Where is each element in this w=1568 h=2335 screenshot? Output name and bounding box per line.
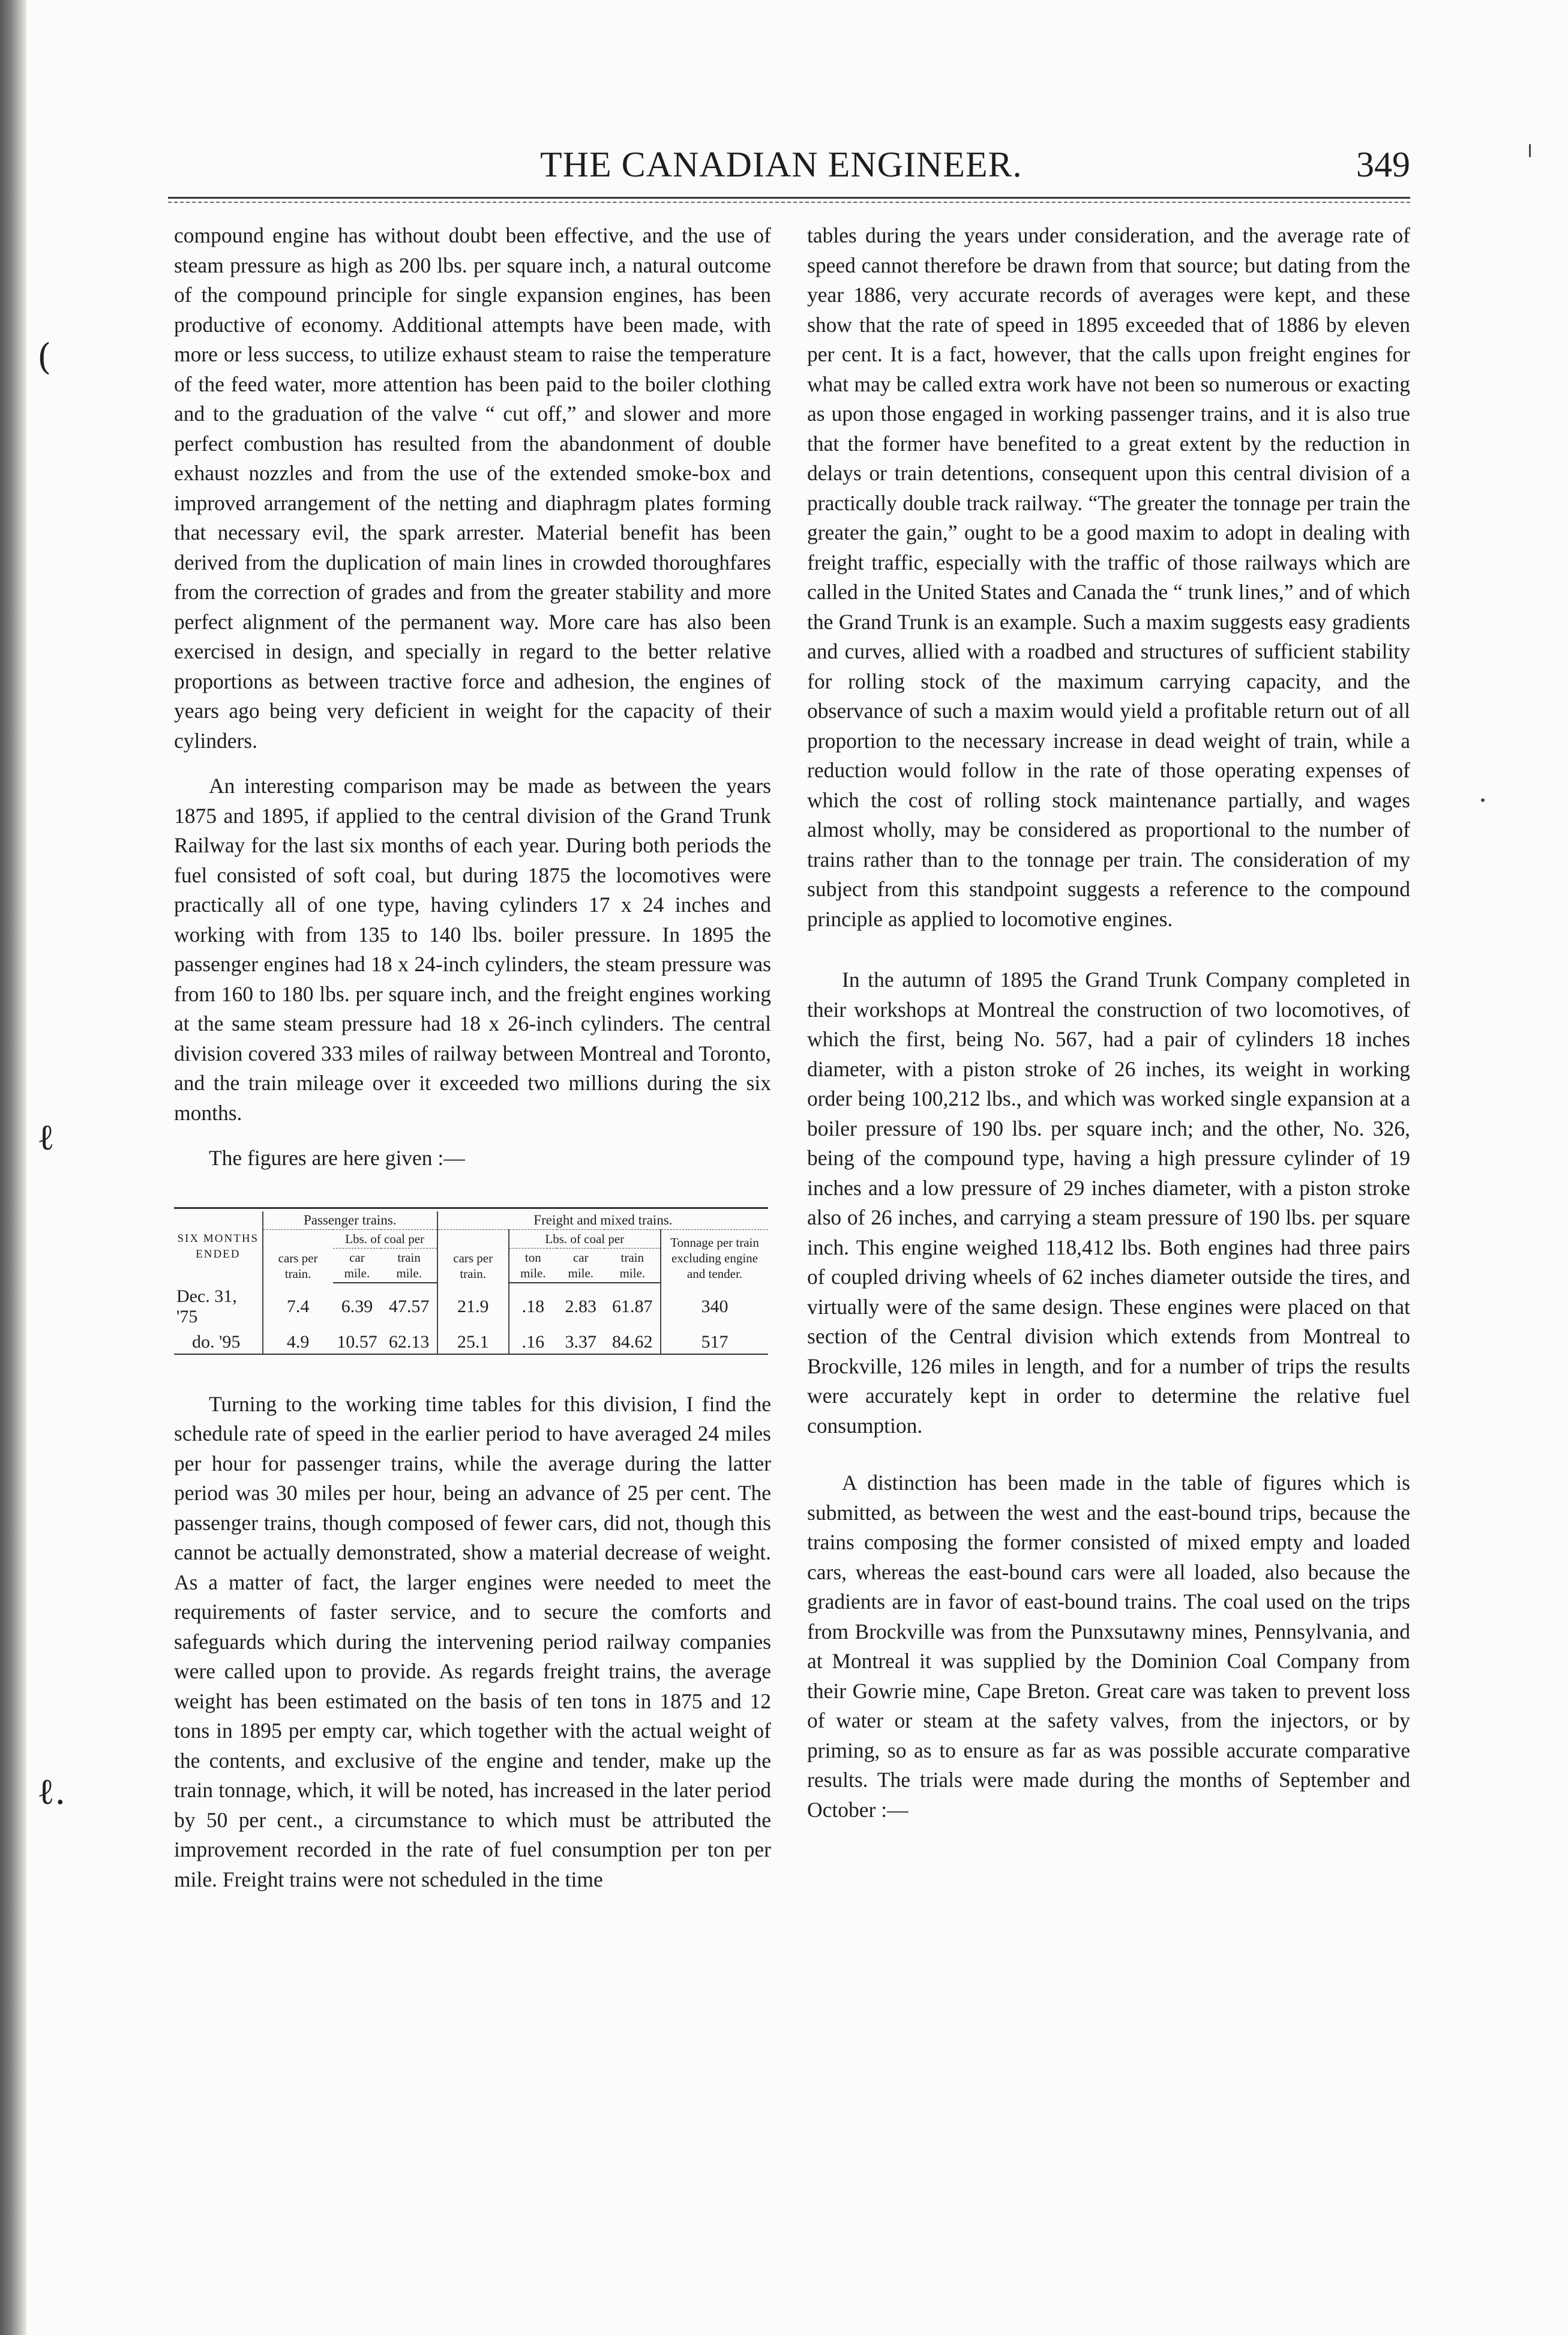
col-header-cars-per-train: cars per train. — [278, 1250, 318, 1281]
cell-freight-train-mile: 84.62 — [611, 1331, 653, 1352]
left-column — [174, 221, 771, 1894]
paragraph: tables during the years under consideration, and the average rate of speed cannot therefore be drawn from that source; but dating from the year 1886, very accurate records of averages were kept, and these show that the rate of speed in 1895 exceeded that of 1886 by eleven per cent. It is a fact, however, that the calls upon freight engines for what may be called extra work have not been so numerous or exacting as upon those engaged in working passenger trains, and it is also true that the former have benefited to a great extent by the reduction in delays or train detentions, consequent upon this central division of a practically double track railway. “The greater the tonnage per train the greater the gain,” ought to be a good maxim to adopt in dealing with freight traffic, especially with the traffic of those railways which are called in the United States and Canada the “ trunk lines,” and of which the Grand Trunk is an example. Such a maxim suggests easy gradients and curves, allied with a roadbed and structures of sufficient stability for rolling stock of the maximum carrying capacity, and the observance of such a maxim would yield a profitable return out of all proportion to the necessary increase in dead weight of train, while a reduction would follow in the rate of those operating expenses of which the cost of rolling stock maintenance partially, and wages almost wholly, may be considered as proportional to the number of trains rather than to the tonnage per train. The consideration of my subject from this standpoint suggests a reference to the compound principle as applied to locomotive engines. — [807, 223, 1410, 931]
group-header-freight: Freight and mixed trains. — [437, 1211, 768, 1230]
paragraph: In the autumn of 1895 the Grand Trunk Company completed in their workshops at Montreal the construction of two locomotives, of which the first, being No. 567, had a pair of cylinders 18 inches diameter, with a piston stroke of 26 inches, its weight in working order being 100,212 lbs., and which was worked single expansion at a boiler pressure of 190 lbs. per square inch; and the other, No. 326, being of the compound type, having a high pressure cylinder of 19 inches and a low pressure of 29 inches diameter, with a piston stroke also of 26 inches, and carrying a steam pressure of 190 lbs. per square inch. This engine weighed 118,412 lbs. Both engines had three pairs of coupled driving wheels of 62 inches diameter outside the tires, and virtually were of the same design. These engines were placed on that section of the Central division which extends from Montreal to Brockville, 126 miles in length, and for a number of trips the results were accurately kept in order to determine the relative fuel consumption. — [807, 968, 1410, 1438]
scan-binding-edge — [0, 0, 26, 2335]
cell-freight-cars: 25.1 — [457, 1331, 489, 1352]
margin-mark: ( — [37, 336, 52, 378]
col-header-period: SIX MONTHS ENDED — [174, 1211, 263, 1283]
data-table — [174, 1207, 768, 1358]
cell-passenger-car-mile: 10.57 — [337, 1331, 377, 1352]
cell-passenger-cars: 7.4 — [286, 1296, 310, 1316]
col-header-tonnage: Tonnage per train excluding engine and tender. — [661, 1229, 768, 1283]
cell-passenger-train-mile: 62.13 — [381, 1328, 437, 1354]
col-header-car-mile: car mile. — [333, 1248, 382, 1283]
cell-tonnage: 517 — [661, 1328, 768, 1354]
cell-passenger-car-mile: 6.39 — [341, 1297, 373, 1316]
scan-speck — [1481, 798, 1485, 802]
cell-freight-ton-mile: .16 — [509, 1328, 557, 1354]
col-header-car-mile-freight: car mile. — [557, 1248, 604, 1283]
page-number: 349 — [1356, 145, 1410, 184]
header-rule-dashed — [168, 202, 1410, 203]
right-column — [807, 221, 1410, 1825]
header-rule — [168, 197, 1410, 199]
cell-period: do. '95 — [174, 1328, 263, 1354]
group-header-passenger: Passenger trains. — [263, 1211, 437, 1230]
paragraph: compound engine has without doubt been effective, and the use of steam pressure as high as 200 lbs. per square inch, a natural outcome of the compound principle for single expansion engines, has been productive of economy. Additional attempts have been made, with more or less success, to utilize exhaust steam to raise the temperature of the feed water, more attention has been paid to the boiler clothing and to the graduation of the valve “ cut off,” and slower and more perfect combustion has resulted from the abandonment of double exhaust nozzles and from the use of the extended smoke-box and improved arrangement of the netting and diaphragm plates forming that necessary evil, the spark arrester. Material benefit has been derived from the duplication of main lines in crowded thoroughfares from the correction of grades and from the greater stability and more perfect alignment of the permanent way. More care has also been exercised in design, and specially in regard to the better relative proportions as between tractive force and adhesion, the engines of years ago being very deficient in weight for the capacity of their cylinders. — [174, 223, 771, 753]
cell-period: Dec. 31, '75 — [174, 1283, 263, 1328]
subgroup-header-lbs-coal-freight: Lbs. of coal per — [509, 1229, 661, 1248]
col-header-cars-per-train-freight: cars per train. — [453, 1250, 493, 1281]
page-header — [168, 144, 1410, 192]
col-header-train-mile: train mile. — [381, 1248, 437, 1283]
paragraph: Turning to the working time tables for this division, I find the schedule rate of speed in the earlier period to have averaged 24 miles per hour for passenger trains, while the average during the latter period was 30 miles per hour, being an advance of 25 per cent. The passenger trains, though composed of fewer cars, did not, though this cannot be actually demonstrated, show a material decrease of weight. As a matter of fact, the larger engines were needed to meet the requirements of faster service, and to secure the comforts and safeguards which during the intervening period railway companies were called upon to provide. As regards freight trains, the average weight has been estimated on the basis of ten tons in 1875 and 12 tons in 1895 per empty car, which together with the actual weight of the contents, and exclusive of the engine and tender, make up the train tonnage, which, it will be noted, has increased in the later period by 50 per cent., a circumstance to which must be attributed the improvement recorded in the rate of fuel consumption per ton per mile. Freight trains were not scheduled in the time — [174, 1391, 771, 1891]
paragraph: The figures are here given :— — [209, 1146, 465, 1170]
col-header-train-mile-freight: train mile. — [604, 1248, 661, 1283]
margin-mark: ℓ. — [37, 1771, 66, 1813]
cell-freight-car-mile: 2.83 — [565, 1297, 597, 1316]
cell-freight-car-mile: 3.37 — [565, 1331, 597, 1352]
cell-freight-ton-mile: .18 — [509, 1283, 557, 1328]
cell-passenger-train-mile: 47.57 — [381, 1283, 437, 1328]
margin-mark: ℓ — [37, 1116, 55, 1158]
subgroup-header-lbs-coal: Lbs. of coal per — [333, 1229, 437, 1248]
journal-title: THE CANADIAN ENGINEER. — [540, 145, 1023, 184]
cell-freight-cars: 21.9 — [457, 1296, 489, 1316]
cell-freight-train-mile: 61.87 — [611, 1297, 653, 1316]
table-row — [174, 1328, 768, 1354]
paragraph: A distinction has been made in the table of figures which is submitted, as between the west and the east-bound trips, because the trains composing the former consisted of mixed empty and loaded cars, whereas the east-bound cars were all loaded, also because the gradients are in favor of east-bound trains. The coal used on the trips from Brockville was from the Punxsutawny mines, Pennsylvania, and at Montreal it was supplied by the Dominion Coal Company from their Gowrie mine, Cape Breton. Great care was taken to prevent loss of water or steam at the safety valves, from the injectors, or by priming, so as to ensure as far as was possible accurate comparative results. The trials were made during the months of September and October :— — [807, 1471, 1410, 1822]
cell-tonnage: 340 — [661, 1283, 768, 1328]
paragraph: An interesting comparison may be made as between the years 1875 and 1895, if applied to the central division of the Grand Trunk Railway for the last six months of each year. During both periods the fuel consisted of soft coal, but during 1875 the locomotives were practically all of one type, having cylinders 17 x 24 inches and working with from 135 to 140 lbs. boiler pressure. In 1895 the passenger engines had 18 x 24-inch cylinders, the steam pressure was from 160 to 180 lbs. per square inch, and the freight engines working at the same steam pressure had 18 x 26-inch cylinders. The central division covered 333 miles of railway between Montreal and Toronto, and the train mileage over it exceeded two millions during the six months. — [174, 774, 771, 1125]
fuel-comparison-table — [174, 1207, 771, 1358]
col-header-ton-mile: ton mile. — [509, 1248, 557, 1283]
table-row — [174, 1283, 768, 1328]
cell-passenger-cars: 4.9 — [286, 1331, 310, 1352]
scan-speck — [1529, 144, 1531, 157]
